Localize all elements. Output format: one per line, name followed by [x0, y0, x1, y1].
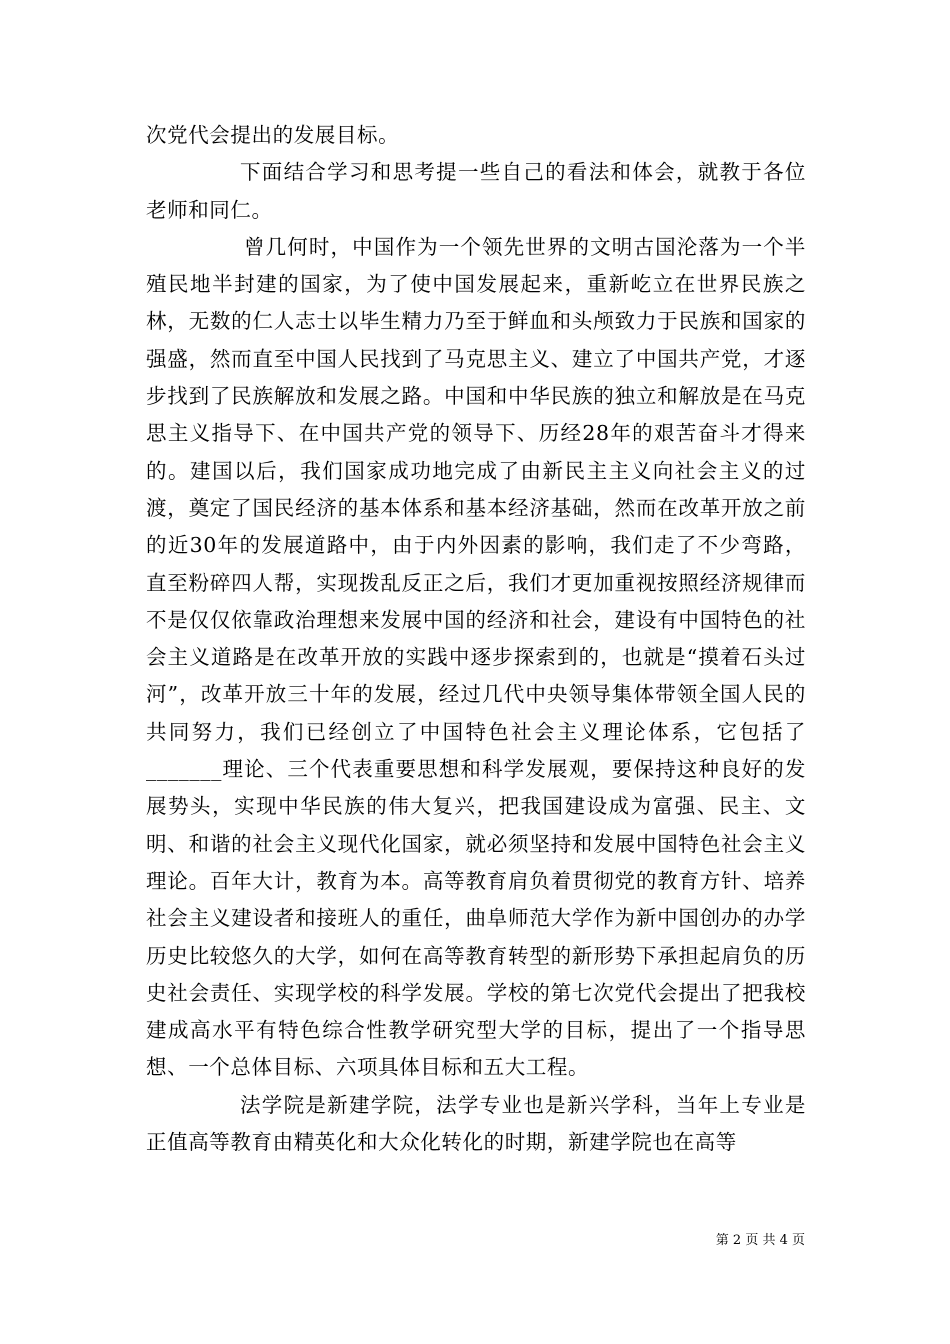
body-text [146, 117, 806, 1161]
paragraph-history: 曾几何时，中国作为一个领先世界的文明古国沦落为一个半殖民地半封建的国家，为了使中国发展起来，重新屹立在世界民族之林，无数的仁人志士以毕生精力乃至于鲜血和头颅致力于民族和国家的强盛，然而直至中国人民找到了马克思主义、建立了中国共产党，才逐步找到了民族解放和发展之路。中国和中华民族的独立和解放是在马克思主义指导下、在中国共产党的领导下、历经28年的艰苦奋斗才得来的。建国以后，我们国家成功地完成了由新民主主义向社会主义的过渡，奠定了国民经济的基本体系和基本经济基础，然而在改革开放之前的近30年的发展道路中，由于内外因素的影响，我们走了不少弯路，直至粉碎四人帮，实现拨乱反正之后，我们才更加重视按照经济规律而不是仅仅依靠政治理想来发展中国的经济和社会，建设有中国特色的社会主义道路是在改革开放的实践中逐步探索到的，也就是“摸着石头过河”，改革开放三十年的发展，经过几代中央领导集体带领全国人民的共同努力，我们已经创立了中国特色社会主义理论体系，它包括了_______理论、三个代表重要思想和科学发展观，要保持这种良好的发展势头，实现中华民族的伟大复兴，把我国建设成为富强、民主、文明、和谐的社会主义现代化国家，就必须坚持和发展中国特色社会主义理论。百年大计，教育为本。高等教育肩负着贯彻党的教育方针、培养社会主义建设者和接班人的重任，曲阜师范大学作为新中国创办的办学历史比较悠久的大学，如何在高等教育转型的新形势下承担起肩负的历史社会责任、实现学校的科学发展。学校的第七次党代会提出了把我校建成高水平有特色综合性教学研究型大学的目标，提出了一个指导思想、一个总体目标、六项具体目标和五大工程。 [146, 234, 806, 1080]
paragraph-intro: 下面结合学习和思考提一些自己的看法和体会，就教于各位老师和同仁。 [146, 160, 806, 222]
paragraph-law-school: 法学院是新建学院，法学专业也是新兴学科，当年上专业是正值高等教育由精英化和大众化转化的时期，新建学院也在高等 [146, 1092, 806, 1155]
page-number-footer: 第 2 页 共 4 页 [715, 1233, 805, 1248]
paragraph-continuation: 次党代会提出的发展目标。 [146, 123, 400, 147]
